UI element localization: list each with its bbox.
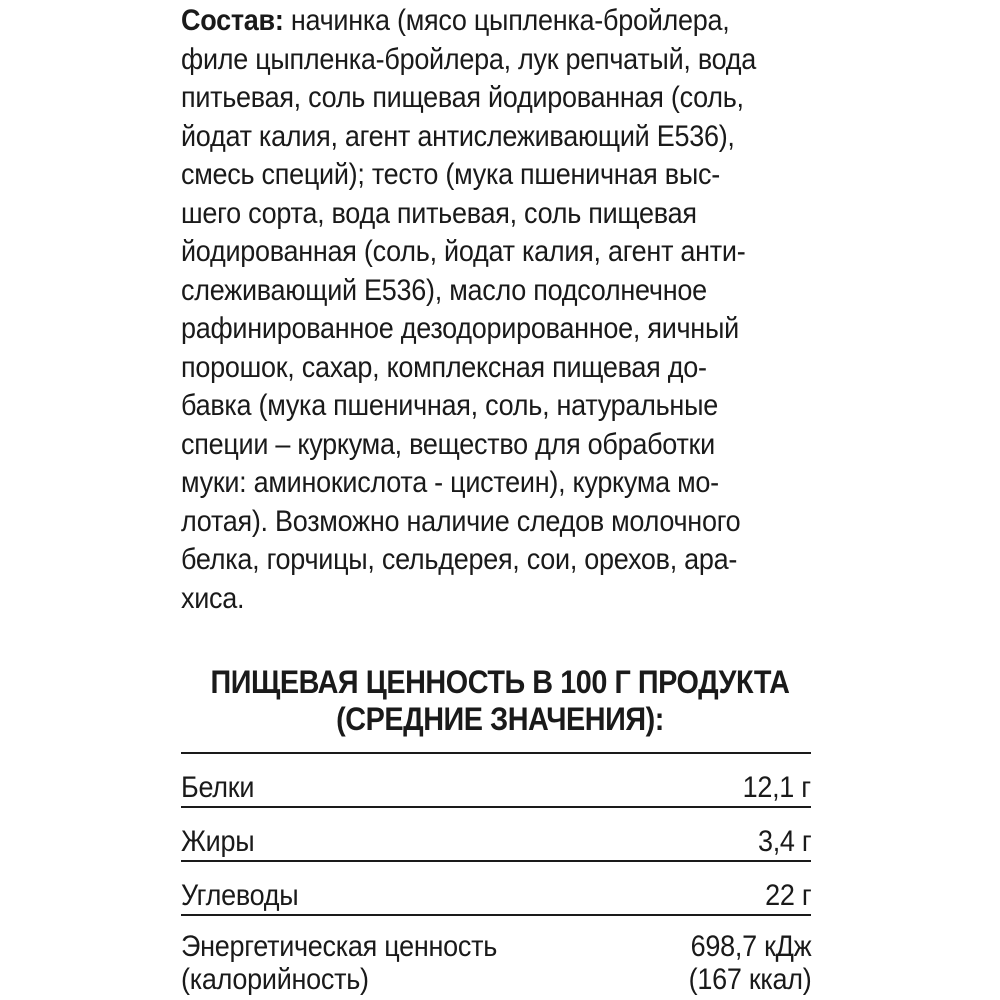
nutrient-value: 22 г [764, 879, 811, 912]
nutrient-value [688, 930, 811, 996]
ingredients-line: хиса. [181, 581, 245, 615]
ingredients-line: йодат калия, агент антислеживающий Е536), [181, 119, 735, 153]
ingredients-block [181, 2, 831, 618]
ingredients-line: слеживающий Е536), масло подсолнечное [181, 273, 707, 307]
energy-value-kcal: (167 ккал) [688, 963, 811, 996]
nutrient-name [181, 930, 497, 996]
nutrient-value: 3,4 г [757, 825, 811, 858]
nutrient-value: 12,1 г [742, 771, 811, 804]
ingredients-line: бавка (мука пшеничная, соль, натуральные [181, 389, 718, 422]
ingredients-line: Состав: начинка (мясо цыпленка-бройлера, [181, 4, 730, 37]
table-row-fat [181, 808, 811, 860]
nutrient-name: Белки [181, 771, 255, 804]
ingredients-line: порошок, сахар, комплексная пищевая до- [181, 350, 707, 384]
nutrition-heading-line: ПИЩЕВАЯ ЦЕННОСТЬ В 100 Г ПРОДУКТА [210, 664, 790, 700]
table-row-energy [181, 916, 811, 996]
nutrition-table [181, 752, 811, 996]
ingredients-line: белка, горчицы, сельдерея, сои, орехов, ара- [181, 543, 738, 576]
ingredients-label: Состав: [181, 4, 284, 37]
ingredients-line: рафинированное дезодорированное, яичный [181, 312, 739, 345]
energy-name-line: Энергетическая ценность [181, 930, 498, 963]
ingredients-line: шего сорта, вода питьевая, соль пищевая [181, 196, 697, 230]
energy-value-kj: 698,7 кДж [690, 930, 811, 963]
ingredients-line: специи – куркума, вещество для обработки [181, 427, 715, 461]
table-row-carbs [181, 862, 811, 914]
ingredients-line: йодированная (соль, йодат калия, агент анти- [181, 235, 746, 268]
table-row-protein [181, 754, 811, 806]
energy-name-line: (калорийность) [181, 963, 369, 996]
nutrition-heading-line: (СРЕДНИЕ ЗНАЧЕНИЯ): [336, 701, 664, 737]
nutrient-name: Жиры [181, 825, 255, 858]
nutrient-name: Углеводы [181, 879, 299, 912]
ingredients-line: муки: аминокислота - цистеин), куркума мо- [181, 466, 719, 499]
ingredients-line: смесь специй); тесто (мука пшеничная выс- [181, 158, 720, 191]
ingredients-line: питьевая, соль пищевая йодированная (соль, [181, 81, 744, 114]
nutrition-heading [0, 664, 1000, 738]
ingredients-line: филе цыпленка-бройлера, лук репчатый, вода [181, 42, 757, 76]
ingredients-line: лотая). Возможно наличие следов молочного [181, 504, 741, 538]
